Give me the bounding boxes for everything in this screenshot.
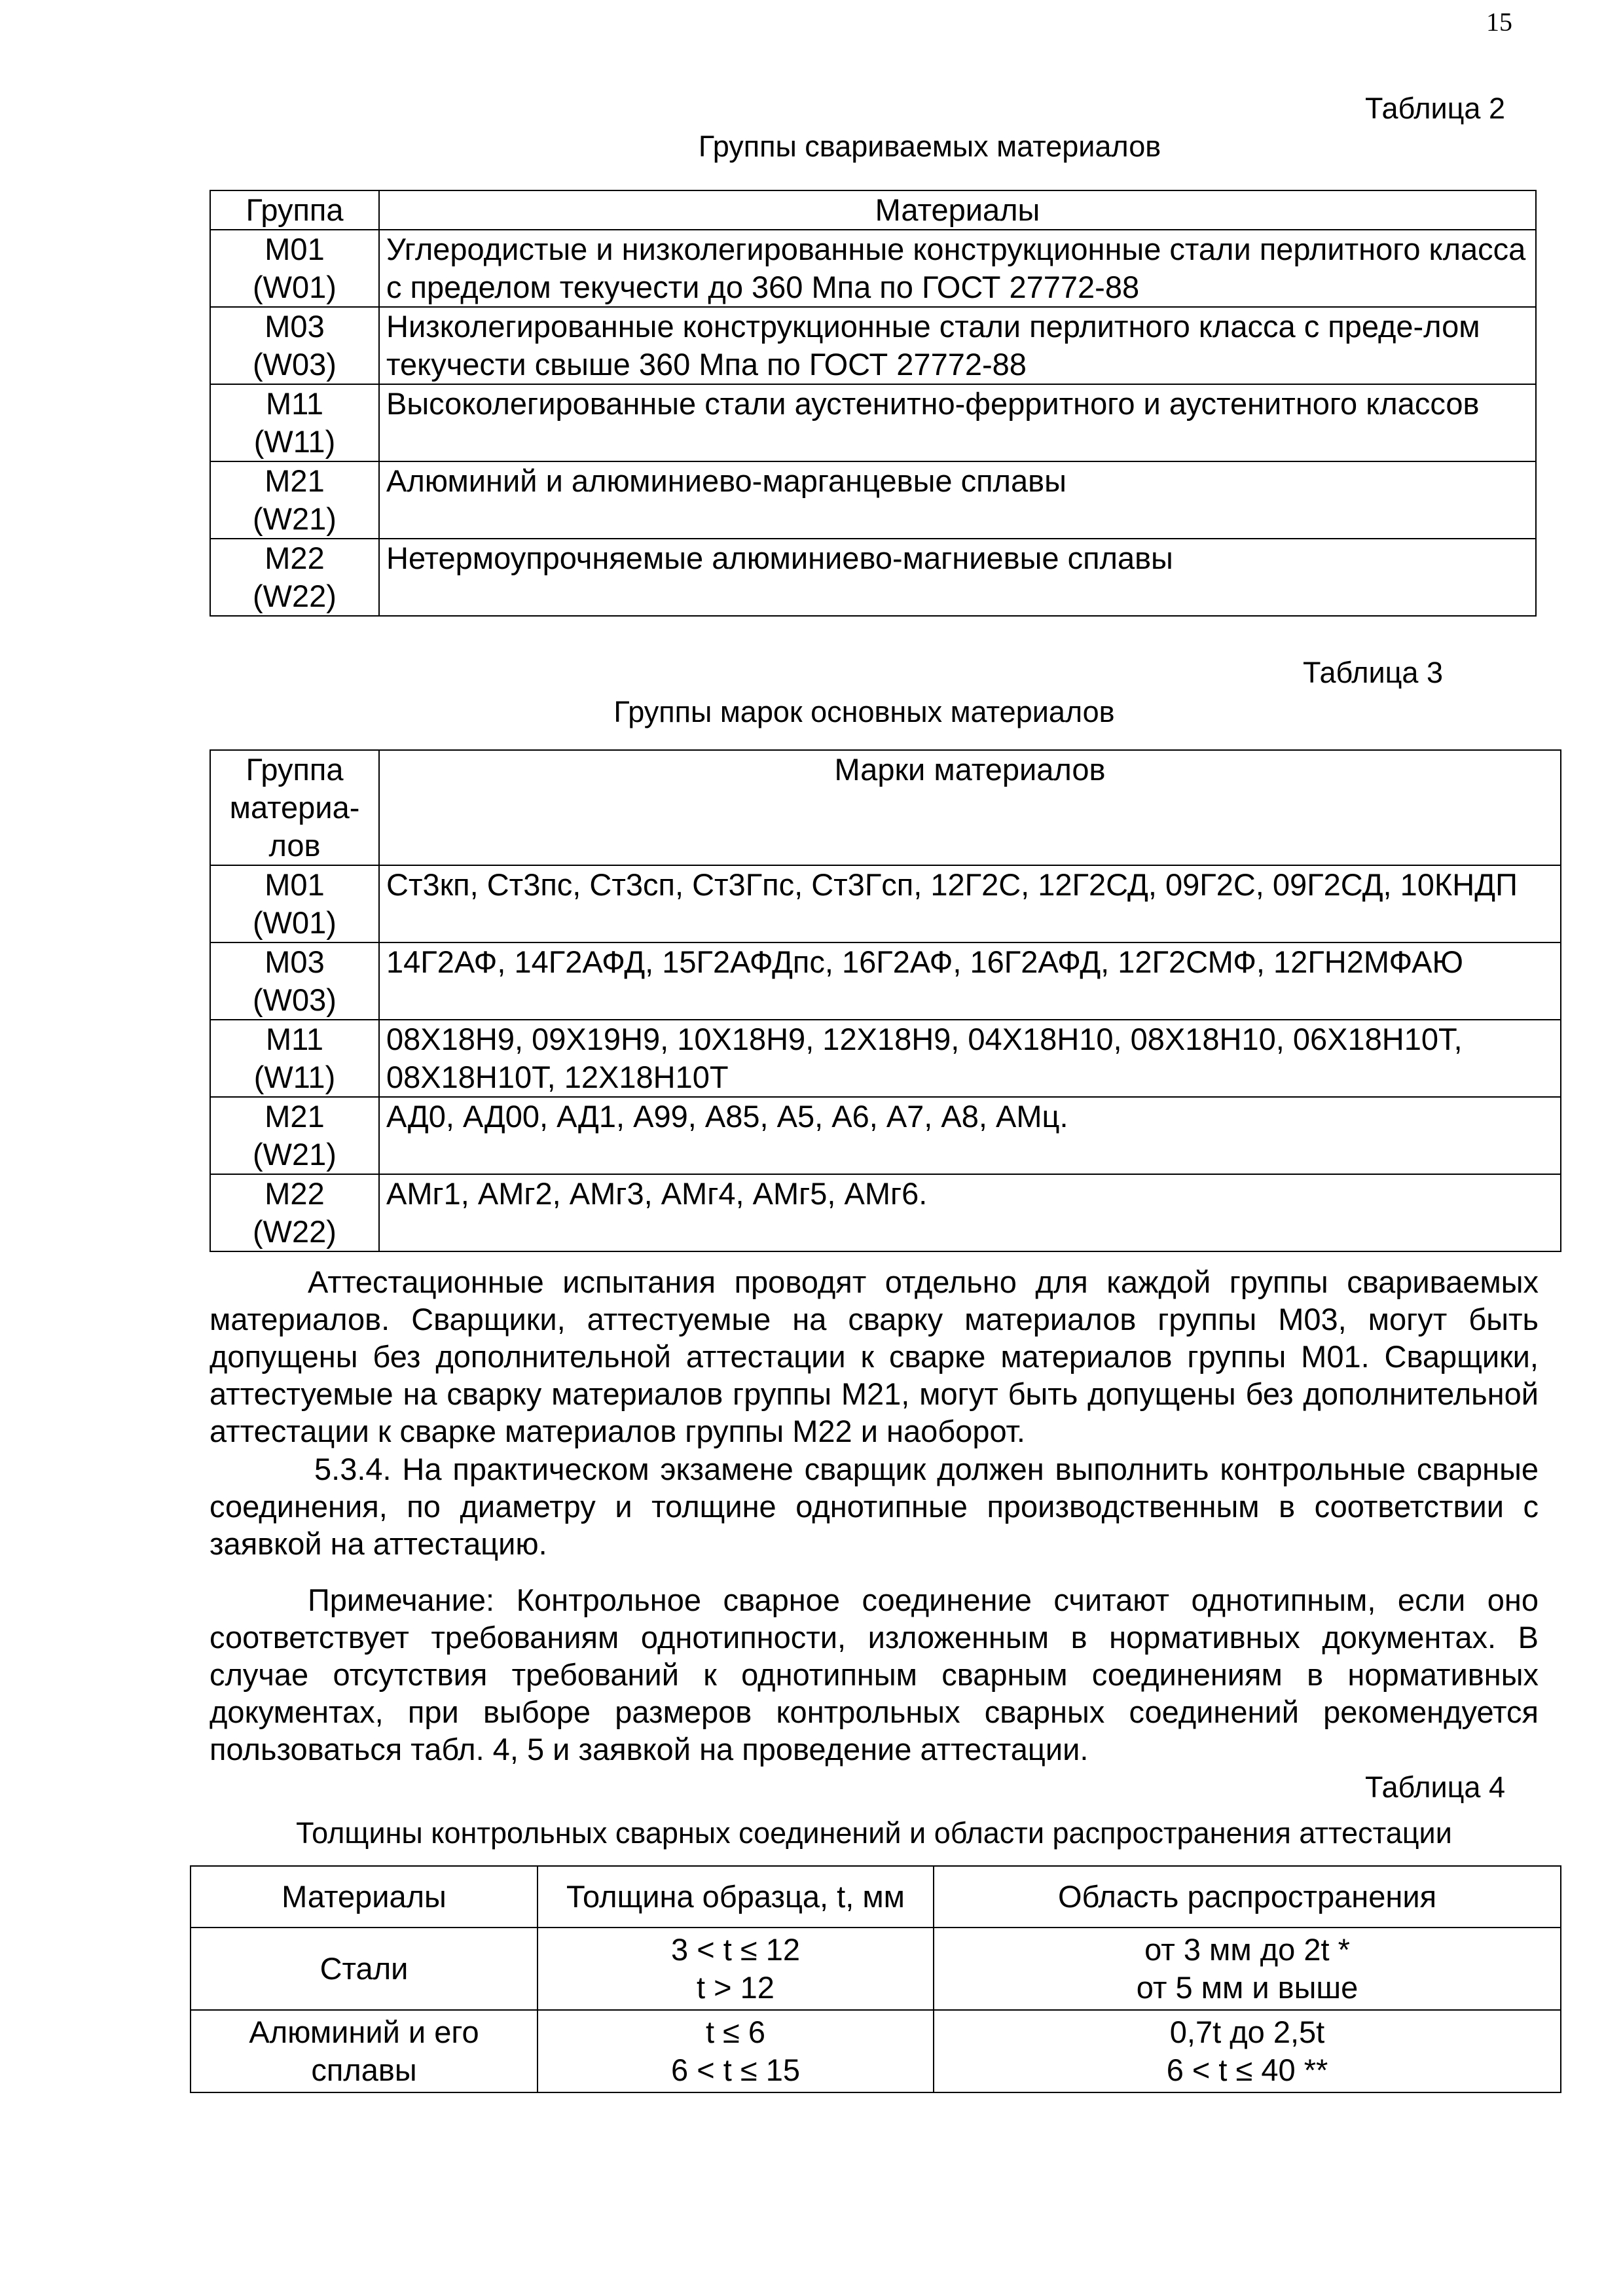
group-code-alt: (W11): [253, 1060, 336, 1094]
table-row: [210, 461, 1536, 539]
table-row: [210, 230, 1536, 307]
grades-cell: АМг1, АМг2, АМг3, АМг4, АМг5, АМг6.: [379, 1174, 1561, 1251]
thickness-cell: [538, 2010, 934, 2092]
table-3-title: Группы марок основных материалов: [613, 695, 1115, 728]
grades-cell: Ст3кп, Ст3пс, Ст3сп, Ст3Гпс, Ст3Гсп, 12Г2С, 12Г2СД, 09Г2С, 09Г2СД, 10КНДП: [379, 865, 1561, 942]
column-header: Группа материа-лов: [210, 750, 379, 865]
group-code: М03: [264, 309, 325, 344]
table-row: [210, 942, 1561, 1020]
group-cell: [210, 1097, 379, 1174]
range-value: 6 < t ≤ 40 **: [1166, 2053, 1328, 2087]
group-cell: [210, 942, 379, 1020]
column-header: Материалы: [379, 190, 1536, 230]
group-cell: [210, 1174, 379, 1251]
materials-cell: Алюминий и алюминиево-марганцевые сплавы: [379, 461, 1536, 539]
table-header-row: [210, 750, 1561, 865]
range-cell: [934, 1928, 1561, 2010]
group-code: М11: [266, 386, 323, 421]
table-2-title: Группы свариваемых материалов: [698, 130, 1161, 163]
table-row: [210, 384, 1536, 461]
paragraph-certification: [210, 1263, 1539, 1450]
materials-cell: Низколегированные конструкционные стали перлитного класса с преде-лом текучести свыше 360 Мпа по ГОСТ 27772-88: [379, 307, 1536, 384]
column-header: Толщина образца, t, мм: [538, 1866, 934, 1928]
grades-cell: 14Г2АФ, 14Г2АФД, 15Г2АФДпс, 16Г2АФ, 16Г2АФД, 12Г2СМФ, 12ГН2МФАЮ: [379, 942, 1561, 1020]
group-code-alt: (W21): [253, 1137, 337, 1172]
table-2-number: Таблица 2: [1365, 92, 1505, 125]
paragraph-note: [210, 1581, 1539, 1768]
table-row: [210, 865, 1561, 942]
range-value: от 3 мм до 2t *: [1144, 1932, 1350, 1967]
table-row: [210, 307, 1536, 384]
group-cell: [210, 865, 379, 942]
page-number: 15: [1486, 7, 1512, 37]
table-4: [190, 1865, 1561, 2093]
group-cell: [210, 461, 379, 539]
column-header: Группа: [210, 190, 379, 230]
table-4-number: Таблица 4: [1365, 1770, 1505, 1804]
group-cell: [210, 539, 379, 616]
table-row: [210, 1174, 1561, 1251]
table-row: [210, 1097, 1561, 1174]
table-3-number: Таблица 3: [1303, 656, 1443, 689]
range-value: от 5 мм и выше: [1136, 1970, 1359, 2005]
table-row: [191, 1928, 1561, 2010]
group-code-alt: (W01): [253, 270, 337, 304]
group-cell: [210, 230, 379, 307]
column-header: Область распространения: [934, 1866, 1561, 1928]
table-row: [210, 1020, 1561, 1097]
paragraph-text: Примечание: Контрольное сварное соединение считают однотипным, если оно соответствует требованиям однотипности, изложенным в нормативных документах. В случае отсутствия требований к однотипным сварным соединениям в нормативных документах, при выборе размеров контрольных сварных соединений рекомендуется пользоваться табл. 4, 5 и заявкой на проведение аттестации.: [210, 1583, 1539, 1767]
group-code: М01: [264, 867, 325, 902]
range-cell: [934, 2010, 1561, 2092]
table-header-row: [210, 190, 1536, 230]
materials-cell: Углеродистые и низколегированные конструкционные стали перлитного класса с пределом текучести до 360 Мпа по ГОСТ 27772-88: [379, 230, 1536, 307]
table-2: [210, 190, 1537, 617]
thickness-value: t > 12: [697, 1970, 775, 2005]
grades-cell: 08Х18Н9, 09Х19Н9, 10Х18Н9, 12Х18Н9, 04Х18Н10, 08Х18Н10, 06Х18Н10Т, 08Х18Н10Т, 12Х18Н10Т: [379, 1020, 1561, 1097]
paragraph-text: Аттестационные испытания проводят отдельно для каждой группы свариваемых материалов. Сварщики, аттестуемые на сварку материалов группы М03, могут быть допущены без дополнительной аттестации к сварке материалов группы М01. Сварщики, аттестуемые на сварку материалов группы М21, могут быть допущены без дополнительной аттестации к сварке материалов группы М22 и наоборот.: [210, 1265, 1539, 1448]
group-code: М22: [264, 541, 325, 575]
table-header-row: [191, 1866, 1561, 1928]
group-cell: [210, 384, 379, 461]
table-4-title: Толщины контрольных сварных соединений и области распространения аттестации: [296, 1816, 1452, 1850]
column-header: Материалы: [191, 1866, 538, 1928]
group-code: М22: [264, 1176, 325, 1211]
materials-cell: Высоколегированные стали аустенитно-ферритного и аустенитного классов: [379, 384, 1536, 461]
thickness-value: 6 < t ≤ 15: [671, 2053, 800, 2087]
group-code-alt: (W03): [253, 982, 337, 1017]
materials-cell: Нетермоупрочняемые алюминиево-магниевые сплавы: [379, 539, 1536, 616]
paragraph-5-3-4: [210, 1450, 1539, 1562]
group-code-alt: (W01): [253, 905, 337, 940]
thickness-value: 3 < t ≤ 12: [671, 1932, 800, 1967]
group-code: М03: [264, 944, 325, 979]
group-cell: [210, 1020, 379, 1097]
group-code: М21: [264, 463, 325, 498]
thickness-cell: [538, 1928, 934, 2010]
material-cell: Стали: [191, 1928, 538, 2010]
material-cell: Алюминий и его сплавы: [191, 2010, 538, 2092]
group-code-alt: (W11): [253, 424, 336, 459]
paragraph-text: 5.3.4. На практическом экзамене сварщик должен выполнить контрольные сварные соединения, по диаметру и толщине однотипные производственным в соответствии с заявкой на аттестацию.: [210, 1452, 1539, 1561]
group-code-alt: (W22): [253, 1214, 337, 1249]
thickness-value: t ≤ 6: [705, 2015, 766, 2049]
table-row: [210, 539, 1536, 616]
group-code: М21: [264, 1099, 325, 1134]
table-row: [191, 2010, 1561, 2092]
table-3: [210, 749, 1561, 1252]
group-code: М11: [266, 1022, 323, 1056]
range-value: 0,7t до 2,5t: [1169, 2015, 1325, 2049]
group-code-alt: (W22): [253, 579, 337, 613]
group-code-alt: (W03): [253, 347, 337, 382]
group-cell: [210, 307, 379, 384]
column-header: Марки материалов: [379, 750, 1561, 865]
group-code-alt: (W21): [253, 501, 337, 536]
group-code: М01: [264, 232, 325, 266]
grades-cell: АД0, АД00, АД1, А99, А85, А5, А6, А7, А8, АМц.: [379, 1097, 1561, 1174]
